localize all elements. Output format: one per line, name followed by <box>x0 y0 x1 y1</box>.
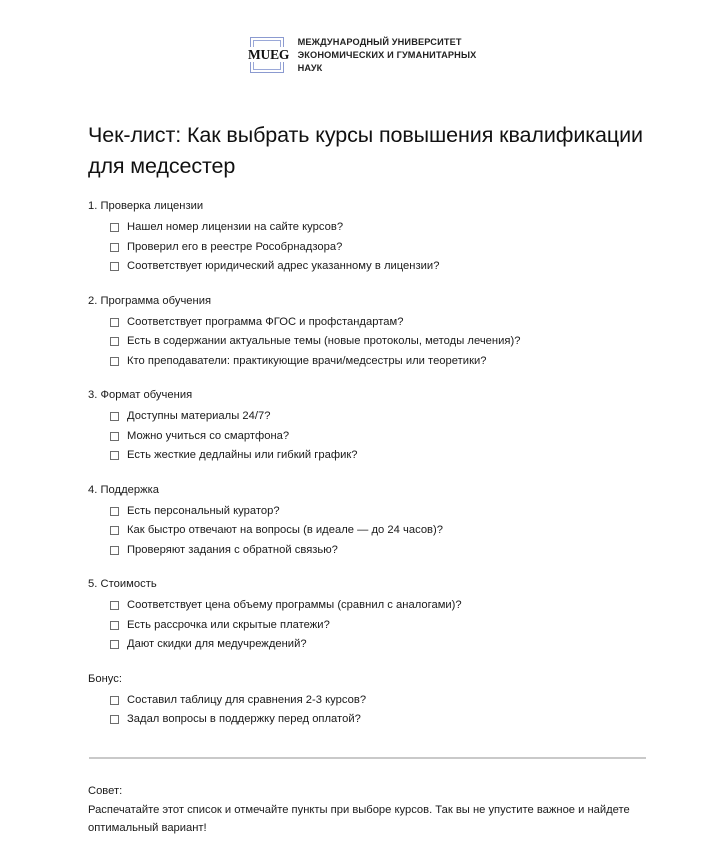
checklist-item[interactable] <box>88 218 668 238</box>
checkbox-icon[interactable] <box>110 640 119 649</box>
page-title: Чек-лист: Как выбрать курсы повышения квалификации для медсестер <box>88 123 643 179</box>
checklist-item-label: Есть рассрочка или скрытые платежи? <box>127 618 330 631</box>
checklist-section <box>88 576 668 655</box>
checklist-item-label: Соответствует юридический адрес указанному в лицензии? <box>127 260 440 272</box>
checkbox-icon[interactable] <box>110 507 119 516</box>
checklist-item[interactable] <box>88 596 668 616</box>
checklist-item[interactable] <box>88 691 668 711</box>
checkbox-icon[interactable] <box>110 432 119 441</box>
checklist-item-label: Есть персональный куратор? <box>127 504 280 517</box>
section-title: 3. Формат обучения <box>88 389 193 401</box>
checklist-item[interactable] <box>88 710 668 730</box>
logo-wordmark: MUEG <box>245 47 293 62</box>
checkbox-icon[interactable] <box>110 357 119 366</box>
checkbox-icon[interactable] <box>110 243 119 252</box>
checkbox-icon[interactable] <box>110 337 119 346</box>
checklist-item[interactable] <box>88 313 668 333</box>
organization-name-line-2: ЭКОНОМИЧЕСКИХ И ГУМАНИТАРНЫХ <box>297 50 477 61</box>
checkbox-icon[interactable] <box>110 526 119 535</box>
checklist-section <box>88 387 668 466</box>
checklist-item[interactable] <box>88 521 668 541</box>
checklist-item-label: Есть жесткие дедлайны или гибкий график? <box>127 449 358 461</box>
section-title: 1. Проверка лицензии <box>88 200 204 212</box>
checklist-item[interactable] <box>88 502 668 522</box>
checklist-section <box>88 671 668 730</box>
checkbox-icon[interactable] <box>110 696 119 705</box>
checklist-item[interactable] <box>88 427 668 447</box>
organization-name-line-1: МЕЖДУНАРОДНЫЙ УНИВЕРСИТЕТ <box>297 37 462 47</box>
checklist-item-label: Соответствует цена объему программы (сравнил с аналогами)? <box>127 599 462 611</box>
checklist-item-label: Можно учиться со смартфона? <box>127 429 290 442</box>
advice-label: Совет: <box>88 785 123 797</box>
checklist-section <box>88 293 668 372</box>
footer-divider <box>89 757 646 759</box>
checklist-item[interactable] <box>88 332 668 352</box>
checkbox-icon[interactable] <box>110 451 119 460</box>
checklist-item-label: Нашел номер лицензии на сайте курсов? <box>127 221 344 233</box>
checklist-item-label: Составил таблицу для сравнения 2-3 курсов? <box>127 693 367 706</box>
checkbox-icon[interactable] <box>110 715 119 724</box>
checkbox-icon[interactable] <box>110 546 119 555</box>
checklist-item-label: Есть в содержании актуальные темы (новые протоколы, методы лечения)? <box>127 335 521 347</box>
logo-square-icon <box>248 34 288 76</box>
checkbox-icon[interactable] <box>110 601 119 610</box>
checkbox-icon[interactable] <box>110 412 119 421</box>
organization-name-line-3: НАУК <box>297 63 323 74</box>
section-title: 5. Стоимость <box>88 578 157 590</box>
checkbox-icon[interactable] <box>110 262 119 271</box>
organization-name <box>298 34 477 76</box>
checklist-item[interactable] <box>88 635 668 655</box>
checklist-item[interactable] <box>88 446 668 466</box>
checklist-item-label: Проверил его в реестре Рособрнадзора? <box>127 240 343 253</box>
checklist-item[interactable] <box>88 541 668 561</box>
checklist-body <box>88 198 668 730</box>
checkbox-icon[interactable] <box>110 318 119 327</box>
advice-text: Распечатайте этот список и отмечайте пункты при выборе курсов. Так вы не упустите важное и найдете оптимальный вариант! <box>88 803 630 834</box>
document-header <box>0 34 724 76</box>
checkbox-icon[interactable] <box>110 223 119 232</box>
checklist-item[interactable] <box>88 257 668 277</box>
checklist-item[interactable] <box>88 352 668 372</box>
checklist-item[interactable] <box>88 407 668 427</box>
checklist-item-label: Задал вопросы в поддержку перед оплатой? <box>127 713 361 725</box>
checklist-item-label: Как быстро отвечают на вопросы (в идеале — до 24 часов)? <box>127 524 444 536</box>
checklist-item-label: Кто преподаватели: практикующие врачи/медсестры или теоретики? <box>127 354 487 367</box>
section-title: 2. Программа обучения <box>88 294 212 307</box>
checkbox-icon[interactable] <box>110 621 119 630</box>
checklist-item-label: Проверяют задания с обратной связью? <box>127 543 338 556</box>
checklist-section <box>88 482 668 561</box>
section-title: Бонус: <box>88 672 123 685</box>
section-title: 4. Поддержка <box>88 483 160 496</box>
checklist-item[interactable] <box>88 238 668 258</box>
university-logo <box>248 34 477 76</box>
checklist-item-label: Доступны материалы 24/7? <box>127 410 271 422</box>
checklist-item-label: Дают скидки для медучреждений? <box>127 638 307 650</box>
checklist-item-label: Соответствует программа ФГОС и профстандартам? <box>127 315 404 328</box>
advice-note <box>88 782 648 838</box>
checklist-item[interactable] <box>88 616 668 636</box>
checklist-section <box>88 198 668 277</box>
